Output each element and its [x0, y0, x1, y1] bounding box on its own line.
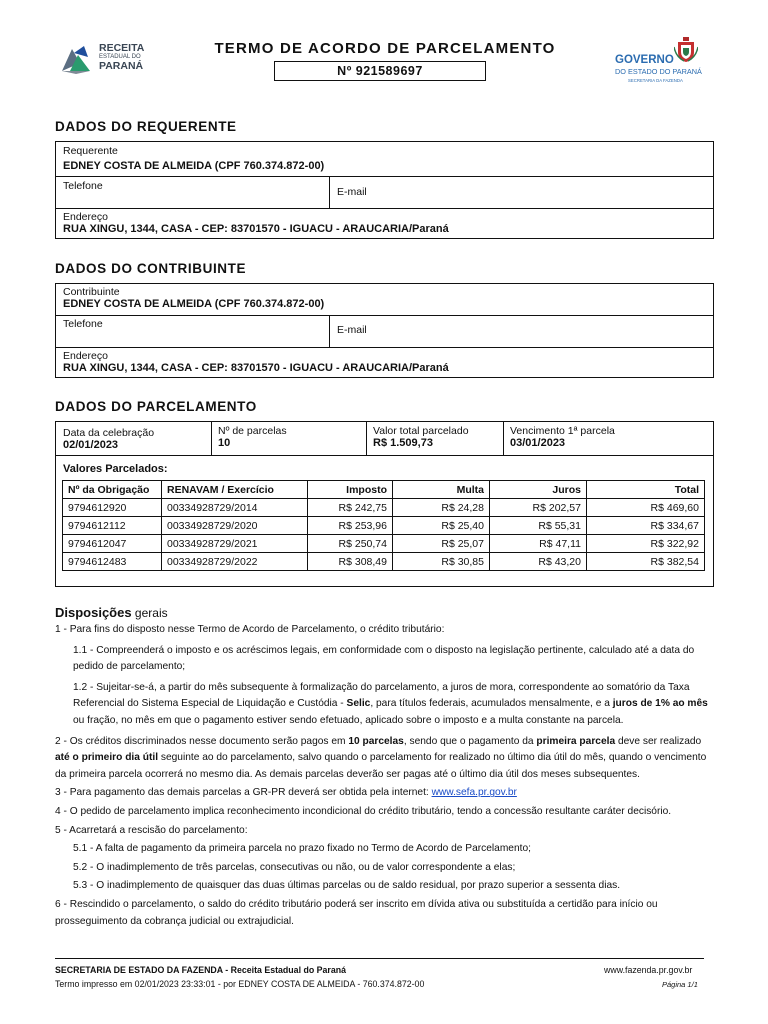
contribuinte-phone-label: Telefone	[63, 318, 103, 330]
disposicao-1: 1 - Para fins do disposto nesse Termo de Acordo de Parcelamento, o crédito tributário:	[55, 624, 445, 635]
disposicoes-gerais	[55, 605, 715, 930]
requerente-name: EDNEY COSTA DE ALMEIDA (CPF 760.374.872-00)	[63, 160, 325, 172]
document-title: TERMO DE ACORDO DE PARCELAMENTO	[214, 40, 556, 57]
requerente-name-row	[56, 142, 713, 177]
governo-parana-logo	[612, 37, 708, 87]
cell-multa: R$ 24,28	[393, 499, 490, 517]
footer-page: Página 1/1	[662, 980, 698, 989]
agreement-number: Nº 921589697	[274, 61, 486, 81]
cell-multa: R$ 25,07	[393, 535, 490, 553]
requerente-section-title: DADOS DO REQUERENTE	[55, 119, 237, 134]
cell-multa: R$ 25,40	[393, 517, 490, 535]
cell-imposto: R$ 250,74	[308, 535, 393, 553]
contribuinte-contact-row	[56, 316, 713, 348]
contribuinte-address-row	[56, 348, 713, 377]
contribuinte-name-row	[56, 284, 713, 316]
requerente-address-label: Endereço	[63, 211, 108, 223]
vencimento-label: Vencimento 1ª parcela	[510, 425, 615, 437]
col-juros: Juros	[490, 481, 587, 499]
cell-total: R$ 334,67	[587, 517, 705, 535]
valores-parcelados-title: Valores Parcelados:	[63, 463, 168, 475]
cell-juros: R$ 43,20	[490, 553, 587, 571]
cell-obrigacao: 9794612112	[63, 517, 162, 535]
cell-obrigacao: 9794612920	[63, 499, 162, 517]
governo-text: GOVERNO	[615, 54, 674, 66]
cell-renavam: 00334928729/2020	[162, 517, 308, 535]
cell-renavam: 00334928729/2014	[162, 499, 308, 517]
disposicao-6: 6 - Rescindido o parcelamento, o saldo do crédito tributário poderá ser inscrito em dívida ativa ou substituída a certidão para início ou prosseguimento da cobrança judicial ou extrajudicial.	[55, 898, 658, 927]
requerente-address: RUA XINGU, 1344, CASA - CEP: 83701570 - IGUACU - ARAUCARIA/Paraná	[63, 223, 449, 235]
cell-total: R$ 382,54	[587, 553, 705, 571]
cell-multa: R$ 30,85	[393, 553, 490, 571]
receita-estadual-logo	[60, 42, 155, 76]
footer-org: SECRETARIA DE ESTADO DA FAZENDA - Receita Estadual do Paraná	[55, 965, 346, 975]
cell-juros: R$ 202,57	[490, 499, 587, 517]
table-row	[63, 499, 705, 517]
disposicao-2: 2 - Os créditos discriminados nesse documento serão pagos em 10 parcelas, sendo que o pagamento da primeira parcela deve ser realizado até o primeiro dia útil seguinte ao do parcelamento, salvo quando o parcelamento for realizado no último dia útil do mês, quando o vencimento da primeira parcela ocorrerá no mesmo dia. As demais parcelas deverão ser pagas até o último dia útil dos meses subsequentes.	[55, 735, 707, 780]
disposicao-5-1: 5.1 - A falta de pagamento da primeira parcela no prazo fixado no Termo de Acordo de Parcelamento;	[73, 843, 531, 855]
requerente-contact-row	[56, 177, 713, 209]
requerente-address-row	[56, 209, 713, 238]
requerente-email-label: E-mail	[337, 186, 367, 198]
disposicao-1-1: 1.1 - Compreenderá o imposto e os acréscimos legais, em conformidade com o disposto na legislação pertinente, calculado até a data do pedido de parcelamento;	[73, 644, 695, 673]
cell-juros: R$ 55,31	[490, 517, 587, 535]
requerente-phone-label: Telefone	[63, 180, 103, 192]
cell-obrigacao: 9794612483	[63, 553, 162, 571]
num-parcelas-value: 10	[218, 437, 231, 449]
cell-juros: R$ 47,11	[490, 535, 587, 553]
data-celebracao-label: Data da celebração	[63, 427, 155, 439]
requerente-label: Requerente	[63, 145, 118, 157]
disposicao-5-3: 5.3 - O inadimplemento de quaisquer das duas últimas parcelas ou de saldo residual, por prazo superior a sessenta dias.	[73, 880, 621, 892]
data-celebracao-value: 02/01/2023	[63, 439, 119, 451]
valor-total-value: R$ 1.509,73	[373, 437, 433, 449]
col-renavam: RENAVAM / Exercício	[162, 481, 308, 499]
table-row	[63, 517, 705, 535]
disposicoes-title	[55, 605, 715, 621]
parcelas-table	[62, 480, 705, 571]
requerente-box	[55, 141, 714, 239]
col-obrigacao: Nº da Obrigação	[63, 481, 162, 499]
contribuinte-label: Contribuinte	[63, 286, 120, 298]
coat-of-arms-icon	[674, 37, 698, 63]
table-row	[63, 553, 705, 571]
receita-logo-icon	[60, 43, 94, 75]
valor-total-label: Valor total parcelado	[373, 425, 469, 437]
cell-renavam: 00334928729/2022	[162, 553, 308, 571]
logo-line3: PARANÁ	[99, 60, 144, 72]
secretaria-text: SECRETARIA DA FAZENDA	[628, 78, 683, 83]
disposicao-1-2: 1.2 - Sujeitar-se-á, a partir do mês subsequente à formalização do parcelamento, a juros de mora, correspondente ao somatório da Taxa Referencial do Sistema Especial de Liquidação e Custódia - Selic, para títulos federais, acumulados mensalmente, e a juros de 1% ao mês ou fração, no mês em que o pagamento estiver sendo efetuado, aplicado sobre o imposto e a multa constante na parcela.	[73, 681, 708, 726]
sefa-link[interactable]: www.sefa.pr.gov.br	[431, 787, 517, 799]
disposicao-4: 4 - O pedido de parcelamento implica reconhecimento incondicional do crédito tributário, tendo a concessão resultante caráter decisório.	[55, 805, 672, 817]
table-header-row	[63, 481, 705, 499]
cell-total: R$ 322,92	[587, 535, 705, 553]
cell-total: R$ 469,60	[587, 499, 705, 517]
disposicao-5: 5 - Acarretará a rescisão do parcelamento:	[55, 824, 248, 836]
footer-divider	[55, 958, 704, 959]
parcelamento-fields-row	[56, 422, 713, 456]
col-multa: Multa	[393, 481, 490, 499]
cell-imposto: R$ 242,75	[308, 499, 393, 517]
footer-website: www.fazenda.pr.gov.br	[604, 965, 693, 975]
cell-imposto: R$ 253,96	[308, 517, 393, 535]
cell-imposto: R$ 308,49	[308, 553, 393, 571]
disposicoes-title-rest: gerais	[131, 606, 168, 620]
contribuinte-name: EDNEY COSTA DE ALMEIDA (CPF 760.374.872-00)	[63, 298, 325, 310]
contribuinte-address-label: Endereço	[63, 350, 108, 362]
logo-line2: ESTADUAL DO	[99, 54, 141, 60]
contribuinte-box	[55, 283, 714, 378]
disposicoes-title-bold: Disposições	[55, 605, 132, 620]
disposicao-3: 3 - Para pagamento das demais parcelas a GR-PR deverá ser obtida pela internet: www.sefa.pr.gov.br	[55, 787, 517, 799]
col-total: Total	[587, 481, 705, 499]
num-parcelas-label: Nº de parcelas	[218, 425, 287, 437]
footer-printed: Termo impresso em 02/01/2023 23:33:01 - por EDNEY COSTA DE ALMEIDA - 760.374.872-00	[55, 979, 425, 989]
contribuinte-section-title: DADOS DO CONTRIBUINTE	[55, 261, 247, 276]
logo-line1: RECEITA	[99, 42, 145, 54]
parcelamento-section-title: DADOS DO PARCELAMENTO	[55, 399, 257, 414]
contribuinte-address: RUA XINGU, 1344, CASA - CEP: 83701570 - IGUACU - ARAUCARIA/Paraná	[63, 362, 449, 374]
col-imposto: Imposto	[308, 481, 393, 499]
cell-renavam: 00334928729/2021	[162, 535, 308, 553]
vencimento-value: 03/01/2023	[510, 437, 566, 449]
contribuinte-email-label: E-mail	[337, 324, 367, 336]
cell-obrigacao: 9794612047	[63, 535, 162, 553]
table-row	[63, 535, 705, 553]
estado-text: DO ESTADO DO PARANÁ	[615, 67, 702, 76]
disposicao-5-2: 5.2 - O inadimplemento de três parcelas, consecutivas ou não, ou de valor correspondente a elas;	[73, 861, 516, 873]
